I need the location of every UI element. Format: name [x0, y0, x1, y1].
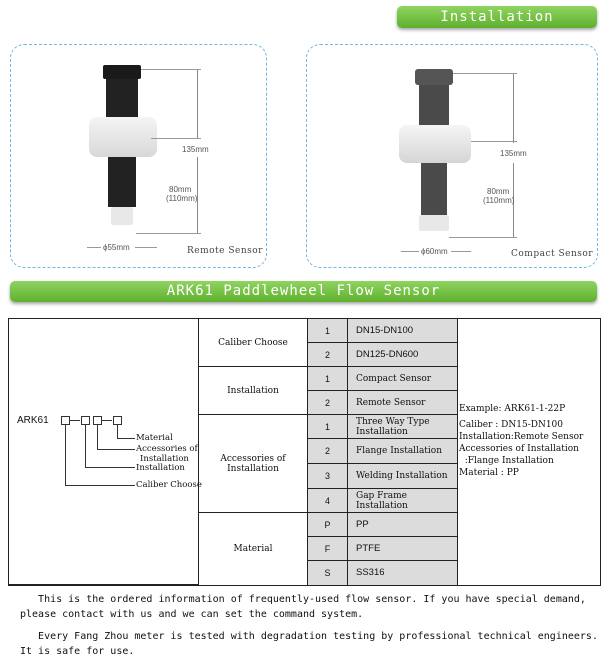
- code-caliber-2: 2: [308, 343, 348, 367]
- option-material-ptfe: PTFE: [348, 537, 458, 561]
- example-caliber: Caliber : DN15-DN100: [459, 420, 564, 430]
- label-accessories-installation: Installation: [140, 454, 189, 464]
- compact-sensor-panel: [306, 44, 598, 268]
- example-accessories: Accessories of Installation: [459, 444, 579, 454]
- code-material-f: F: [308, 537, 348, 561]
- note-order-info-line2: please contact with us and we can set the command system.: [20, 609, 364, 620]
- option-material-ss316: SS316: [348, 561, 458, 585]
- compact-sensor-caption: Compact Sensor: [511, 249, 594, 259]
- option-installation-1: Compact Sensor: [348, 367, 458, 391]
- group-caliber: Caliber Choose: [199, 319, 308, 367]
- code-material-p: P: [308, 513, 348, 537]
- remote-sensor-caption: Remote Sensor: [187, 246, 263, 256]
- compact-diameter-dim: ϕ60mm: [421, 247, 448, 256]
- code-caliber-1: 1: [308, 319, 348, 343]
- option-accessories-3: Welding Installation: [348, 464, 458, 489]
- option-caliber-2: DN125-DN600: [348, 343, 458, 367]
- label-caliber: Caliber Choose: [136, 480, 202, 490]
- remote-diameter-dim: ϕ55mm: [103, 243, 130, 252]
- code-accessories-2: 2: [308, 439, 348, 464]
- code-accessories-4: 4: [308, 489, 348, 513]
- example-code: Example: ARK61-1-22P: [459, 404, 566, 414]
- compact-depth-dim: 80mm: [487, 187, 510, 196]
- note-testing-line1: Every Fang Zhou meter is tested with degradation testing by professional technical engineers.: [20, 631, 598, 642]
- example-material: Material : PP: [459, 468, 519, 478]
- example-installation: Installation:Remote Sensor: [459, 432, 584, 442]
- model-prefix: ARK61: [17, 415, 49, 426]
- option-material-pp: PP: [348, 513, 458, 537]
- page-title: ARK61 Paddlewheel Flow Sensor: [10, 281, 597, 302]
- option-caliber-1: DN15-DN100: [348, 319, 458, 343]
- label-accessories: Accessories of: [136, 444, 198, 454]
- group-installation: Installation: [199, 367, 308, 415]
- remote-depth-dim: 80mm: [169, 185, 192, 194]
- compact-height-dim: 135mm: [500, 149, 527, 158]
- remote-depth-dim-alt: (110mm): [166, 194, 198, 203]
- order-example: [459, 403, 583, 479]
- remote-sensor-panel: [10, 44, 267, 268]
- installation-header: Installation: [397, 6, 597, 28]
- label-installation: Installation: [136, 463, 185, 473]
- note-order-info-line1: This is the ordered information of frequently-used flow sensor. If you have special demand,: [20, 594, 586, 605]
- model-code-cell: [9, 319, 202, 585]
- code-accessories-3: 3: [308, 464, 348, 489]
- remote-height-dim: 135mm: [182, 145, 209, 154]
- compact-depth-dim-alt: (110mm): [483, 196, 515, 205]
- group-material: Material: [199, 513, 308, 585]
- option-accessories-4: Gap Frame Installation: [348, 489, 458, 513]
- code-material-s: S: [308, 561, 348, 585]
- label-material: Material: [136, 433, 173, 443]
- group-accessories: Accessories of Installation: [199, 415, 308, 513]
- order-spec-table: [8, 318, 601, 586]
- code-accessories-1: 1: [308, 415, 348, 439]
- example-accessories-value: :Flange Installation: [459, 456, 554, 466]
- option-accessories-2: Flange Installation: [348, 439, 458, 464]
- code-installation-1: 1: [308, 367, 348, 391]
- option-installation-2: Remote Sensor: [348, 391, 458, 415]
- code-installation-2: 2: [308, 391, 348, 415]
- note-testing-line2: It is safe for use.: [20, 646, 135, 657]
- option-accessories-1: Three Way Type Installation: [348, 415, 458, 439]
